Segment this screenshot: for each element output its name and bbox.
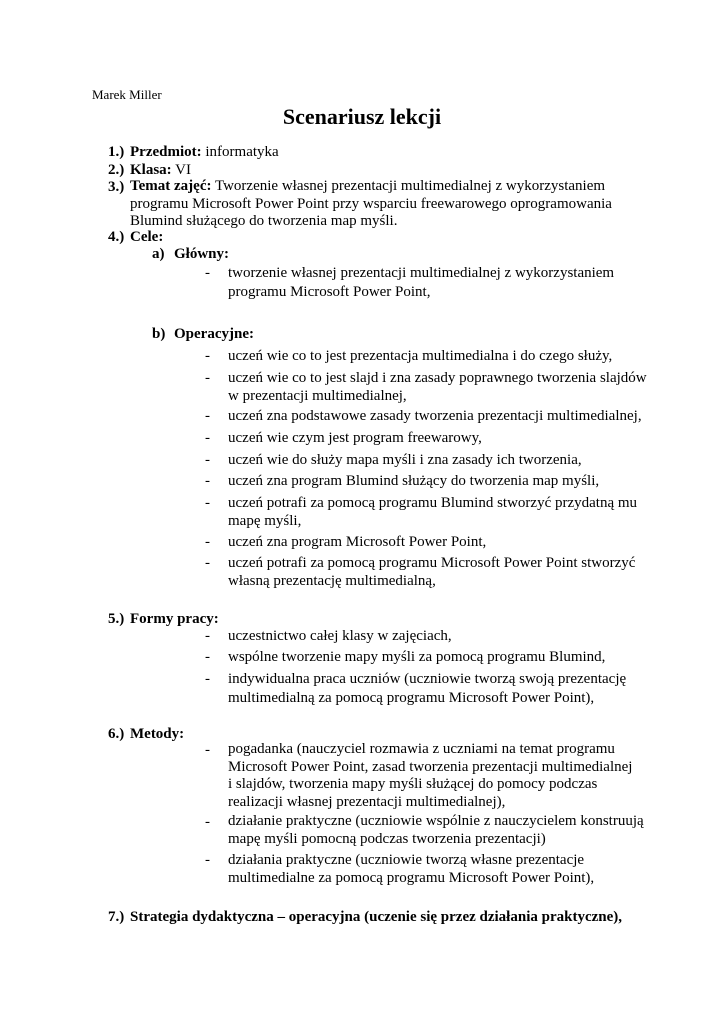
item-label: Temat zajęć:	[130, 178, 212, 194]
sub-letter: a)	[152, 246, 165, 262]
list-item: działania praktyczne (uczniowie tworzą własne prezentacje multimedialne za pomocą programu Microsoft Power Point),	[228, 852, 595, 886]
list-item: wspólne tworzenie mapy myśli za pomocą programu Blumind,	[228, 649, 606, 665]
bullet-dash: -	[205, 649, 210, 665]
list-item: uczeń potrafi za pomocą programu Blumind stworzyć przydatną mu mapę myśli,	[228, 495, 638, 529]
list-item: uczeń wie czym jest program freewarowy,	[228, 430, 482, 446]
item-number: 6.)	[108, 726, 125, 742]
list-item: uczeń potrafi za pomocą programu Microsoft Power Point stworzyć własną prezentację multimedialną,	[228, 555, 636, 589]
item-temat	[130, 178, 650, 231]
item-label-formy: Formy pracy:	[130, 611, 219, 627]
item-number: 1.)	[108, 144, 125, 160]
bullet-dash: -	[205, 370, 210, 386]
item-value: informatyka	[201, 144, 279, 160]
item-value: VI	[171, 162, 191, 178]
list-item: uczestnictwo całej klasy w zajęciach,	[228, 628, 452, 644]
list-item: uczeń zna program Blumind służący do tworzenia map myśli,	[228, 473, 600, 489]
bullet-dash: -	[205, 671, 210, 687]
item-label-strategia: Strategia dydaktyczna – operacyjna (uczenie się przez działania praktyczne),	[130, 909, 623, 925]
bullet-dash: -	[205, 430, 210, 446]
bullet-dash: -	[205, 265, 210, 281]
bullet-dash: -	[205, 628, 210, 644]
page-title: Scenariusz lekcji	[282, 104, 442, 129]
bullet-dash: -	[205, 852, 210, 868]
sub-letter: b)	[152, 326, 166, 342]
item-number: 2.)	[108, 162, 125, 178]
bullet-dash: -	[205, 473, 210, 489]
bullet-dash: -	[205, 534, 210, 550]
bullet-dash: -	[205, 555, 210, 571]
list-item: tworzenie własnej prezentacji multimedialnej z wykorzystaniem programu Microsoft Power Point,	[228, 265, 615, 300]
sub-label-operacyjne: Operacyjne:	[174, 326, 254, 342]
item-number: 3.)	[108, 179, 125, 195]
bullet-dash: -	[205, 452, 210, 468]
item-number: 7.)	[108, 909, 125, 925]
bullet-dash: -	[205, 814, 210, 830]
item-number: 5.)	[108, 611, 125, 627]
item-label: Przedmiot:	[130, 144, 202, 160]
item-przedmiot	[130, 143, 650, 161]
item-value-cont: programu Microsoft Power Point przy wsparciu freewarowego oprogramowania Blumind służącego do tworzenia map myśli.	[130, 195, 612, 229]
item-value: Tworzenie własnej prezentacji multimedialnej z wykorzystaniem	[211, 178, 606, 194]
author-name: Marek Miller	[92, 87, 162, 102]
bullet-dash: -	[205, 348, 210, 364]
item-klasa	[130, 161, 650, 179]
bullet-dash: -	[205, 408, 210, 424]
item-label-metody: Metody:	[130, 726, 185, 742]
sub-label-glowny: Główny:	[174, 246, 230, 262]
bullet-dash: -	[205, 495, 210, 511]
list-item: uczeń wie co to jest slajd i zna zasady poprawnego tworzenia slajdów w prezentacji multimedialnej,	[228, 370, 647, 404]
list-item: uczeń zna program Microsoft Power Point,	[228, 534, 487, 550]
list-item: pogadanka (nauczyciel rozmawia z uczniami na temat programu Microsoft Power Point, zasad tworzenia prezentacji multimedialnej i slajdów, tworzenia mapy myśli służącej do pomocy podczas realizacji własnej prezentacji multimedialnej),	[228, 741, 633, 811]
list-item: uczeń wie do służy mapa myśli i zna zasady ich tworzenia,	[228, 452, 582, 468]
list-item: uczeń wie co to jest prezentacja multimedialna i do czego służy,	[228, 348, 613, 364]
list-item: indywidualna praca uczniów (uczniowie tworzą swoją prezentację multimedialną za pomocą programu Microsoft Power Point),	[228, 671, 627, 706]
list-item: uczeń zna podstawowe zasady tworzenia prezentacji multimedialnej,	[228, 408, 642, 424]
bullet-dash: -	[205, 742, 210, 758]
item-label: Klasa:	[130, 162, 172, 178]
item-number: 4.)	[108, 229, 125, 245]
list-item: działanie praktyczne (uczniowie wspólnie z nauczycielem konstruują mapę myśli pomocną podczas tworzenia prezentacji)	[228, 813, 644, 847]
item-label-cele: Cele:	[130, 229, 164, 245]
